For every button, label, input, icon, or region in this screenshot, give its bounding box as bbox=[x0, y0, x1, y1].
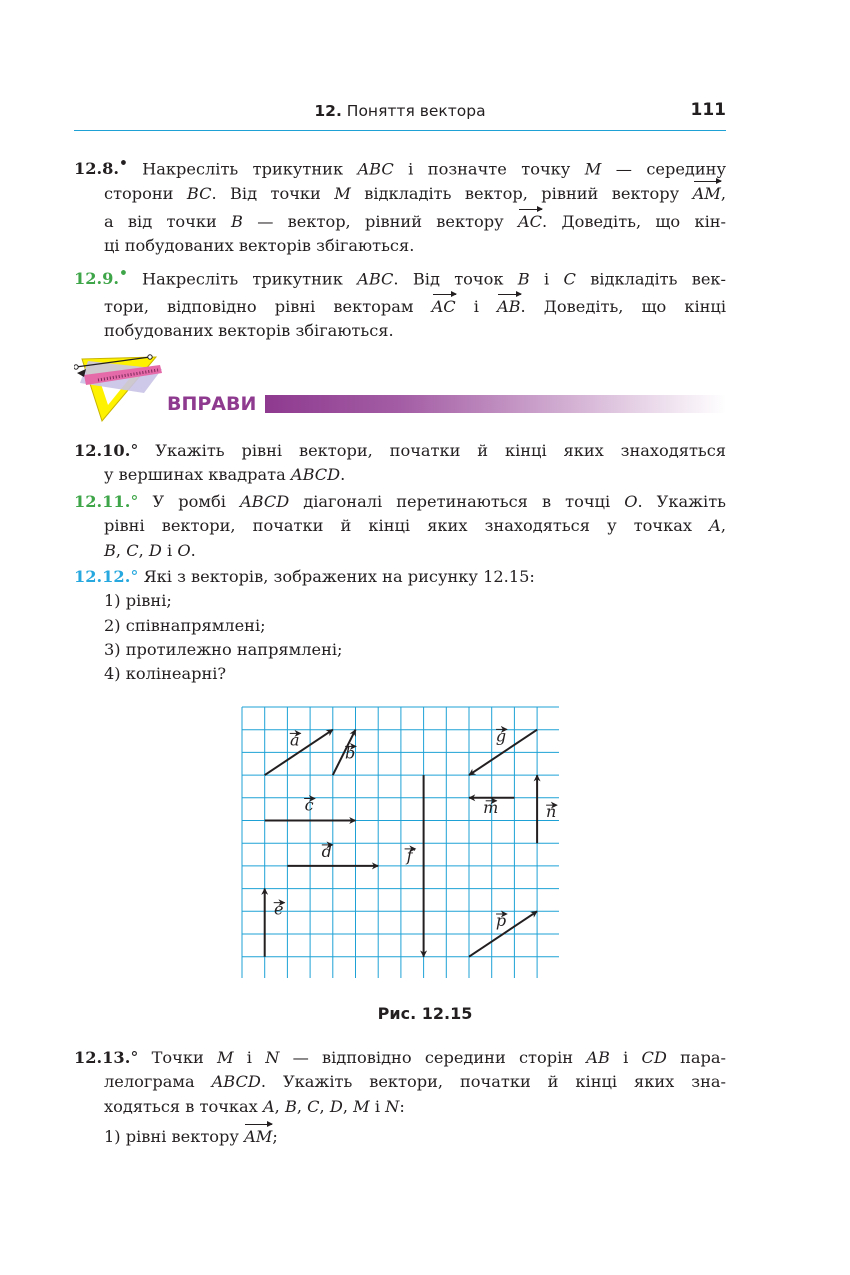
vector-label-b: b bbox=[345, 743, 356, 763]
page-number: 111 bbox=[690, 100, 726, 120]
vector-label-m: m bbox=[483, 797, 499, 817]
problem-number: 12.11.° bbox=[74, 492, 139, 511]
vector-label-a: a bbox=[289, 730, 300, 750]
figure-caption: Рис. 12.15 bbox=[377, 1004, 473, 1023]
line: ходяться в точках A, B, C, D, M і N: bbox=[104, 1096, 405, 1116]
chapter-number: 12. bbox=[314, 102, 342, 120]
section-title-band bbox=[265, 395, 726, 413]
line: ці побудованих векторів збігаються. bbox=[104, 236, 415, 256]
vector-symbol: AM bbox=[693, 182, 721, 206]
line: побудованих векторів збігаються. bbox=[104, 320, 394, 340]
line: 12.10.° Укажіть рівні вектори, початки й кінці яких знаходяться bbox=[74, 441, 726, 460]
line: у вершинах квадрата ABCD. bbox=[104, 465, 346, 485]
line: 12.8.• Накресліть трикутник ABC і позначте точку M — середину bbox=[74, 156, 726, 179]
line: лелограма ABCD. Укажіть вектори, початки й кінці яких зна- bbox=[104, 1072, 726, 1092]
problem-12-9 bbox=[74, 262, 726, 343]
list-item: 2) співнапрямлені; bbox=[104, 615, 266, 635]
problem-12-8 bbox=[74, 152, 726, 259]
vector-symbol: AC bbox=[432, 295, 456, 319]
vector-symbol: AC bbox=[518, 210, 542, 234]
list-item: 4) колінеарні? bbox=[104, 664, 227, 684]
list-item: 1) рівні вектору AM; bbox=[74, 1125, 726, 1149]
triangle-ruler-icon bbox=[74, 353, 169, 425]
vector-label-c: c bbox=[304, 795, 314, 815]
problem-12-10 bbox=[74, 439, 726, 488]
running-header bbox=[74, 96, 726, 131]
line: B, C, D і O. bbox=[104, 540, 196, 560]
list-item: 1) рівні; bbox=[104, 591, 172, 611]
line: 12.11.° У ромбі ABCD діагоналі перетинаються в точці O. Укажіть bbox=[74, 492, 726, 511]
section-title: ВПРАВИ bbox=[167, 393, 257, 415]
vector-label-g: g bbox=[495, 726, 507, 746]
problem-number: 12.9.• bbox=[74, 266, 128, 289]
problem-12-13 bbox=[74, 1046, 726, 1149]
problem-number: 12.8.• bbox=[74, 156, 128, 179]
vector-label-p: p bbox=[495, 911, 507, 930]
list-item: 3) протилежно напрямлені; bbox=[104, 639, 343, 659]
vectors bbox=[265, 726, 557, 956]
line: а від точки B — вектор, рівний вектору AC. Доведіть, що кін- bbox=[74, 210, 726, 234]
vector-label-d: d bbox=[321, 841, 332, 861]
line: рівні вектори, початки й кінці яких знаходяться у точках A, bbox=[104, 516, 726, 536]
vector-label-f: f bbox=[406, 845, 413, 865]
vector-label-e: e bbox=[273, 899, 284, 919]
problem-number: 12.13.° bbox=[74, 1048, 139, 1067]
vector-grid-figure bbox=[241, 706, 559, 978]
line: 12.12.° Які з векторів, зображених на рисунку 12.15: bbox=[74, 567, 535, 586]
problem-12-11 bbox=[74, 490, 726, 563]
problem-number: 12.12.° bbox=[74, 567, 139, 586]
line: 12.13.° Точки M і N — відповідно середини сторін AB і CD пара- bbox=[74, 1048, 726, 1067]
line: 12.9.• Накресліть трикутник ABC. Від точок B і C відкладіть век- bbox=[74, 266, 727, 289]
vector-symbol: AB bbox=[497, 295, 521, 319]
exercises-section-header bbox=[74, 353, 726, 425]
chapter-title bbox=[74, 102, 726, 120]
problem-number: 12.10.° bbox=[74, 441, 139, 460]
problem-12-12 bbox=[74, 565, 726, 686]
line: тори, відповідно рівні векторам AC і AB. Доведіть, що кінці bbox=[74, 295, 726, 319]
vector-symbol: AM bbox=[244, 1125, 272, 1149]
chapter-title-text: Поняття вектора bbox=[346, 102, 486, 120]
line: сторони BC. Від точки M відкладіть вектор, рівний вектору AM, bbox=[74, 182, 726, 206]
vector-label-n: n bbox=[545, 802, 557, 822]
